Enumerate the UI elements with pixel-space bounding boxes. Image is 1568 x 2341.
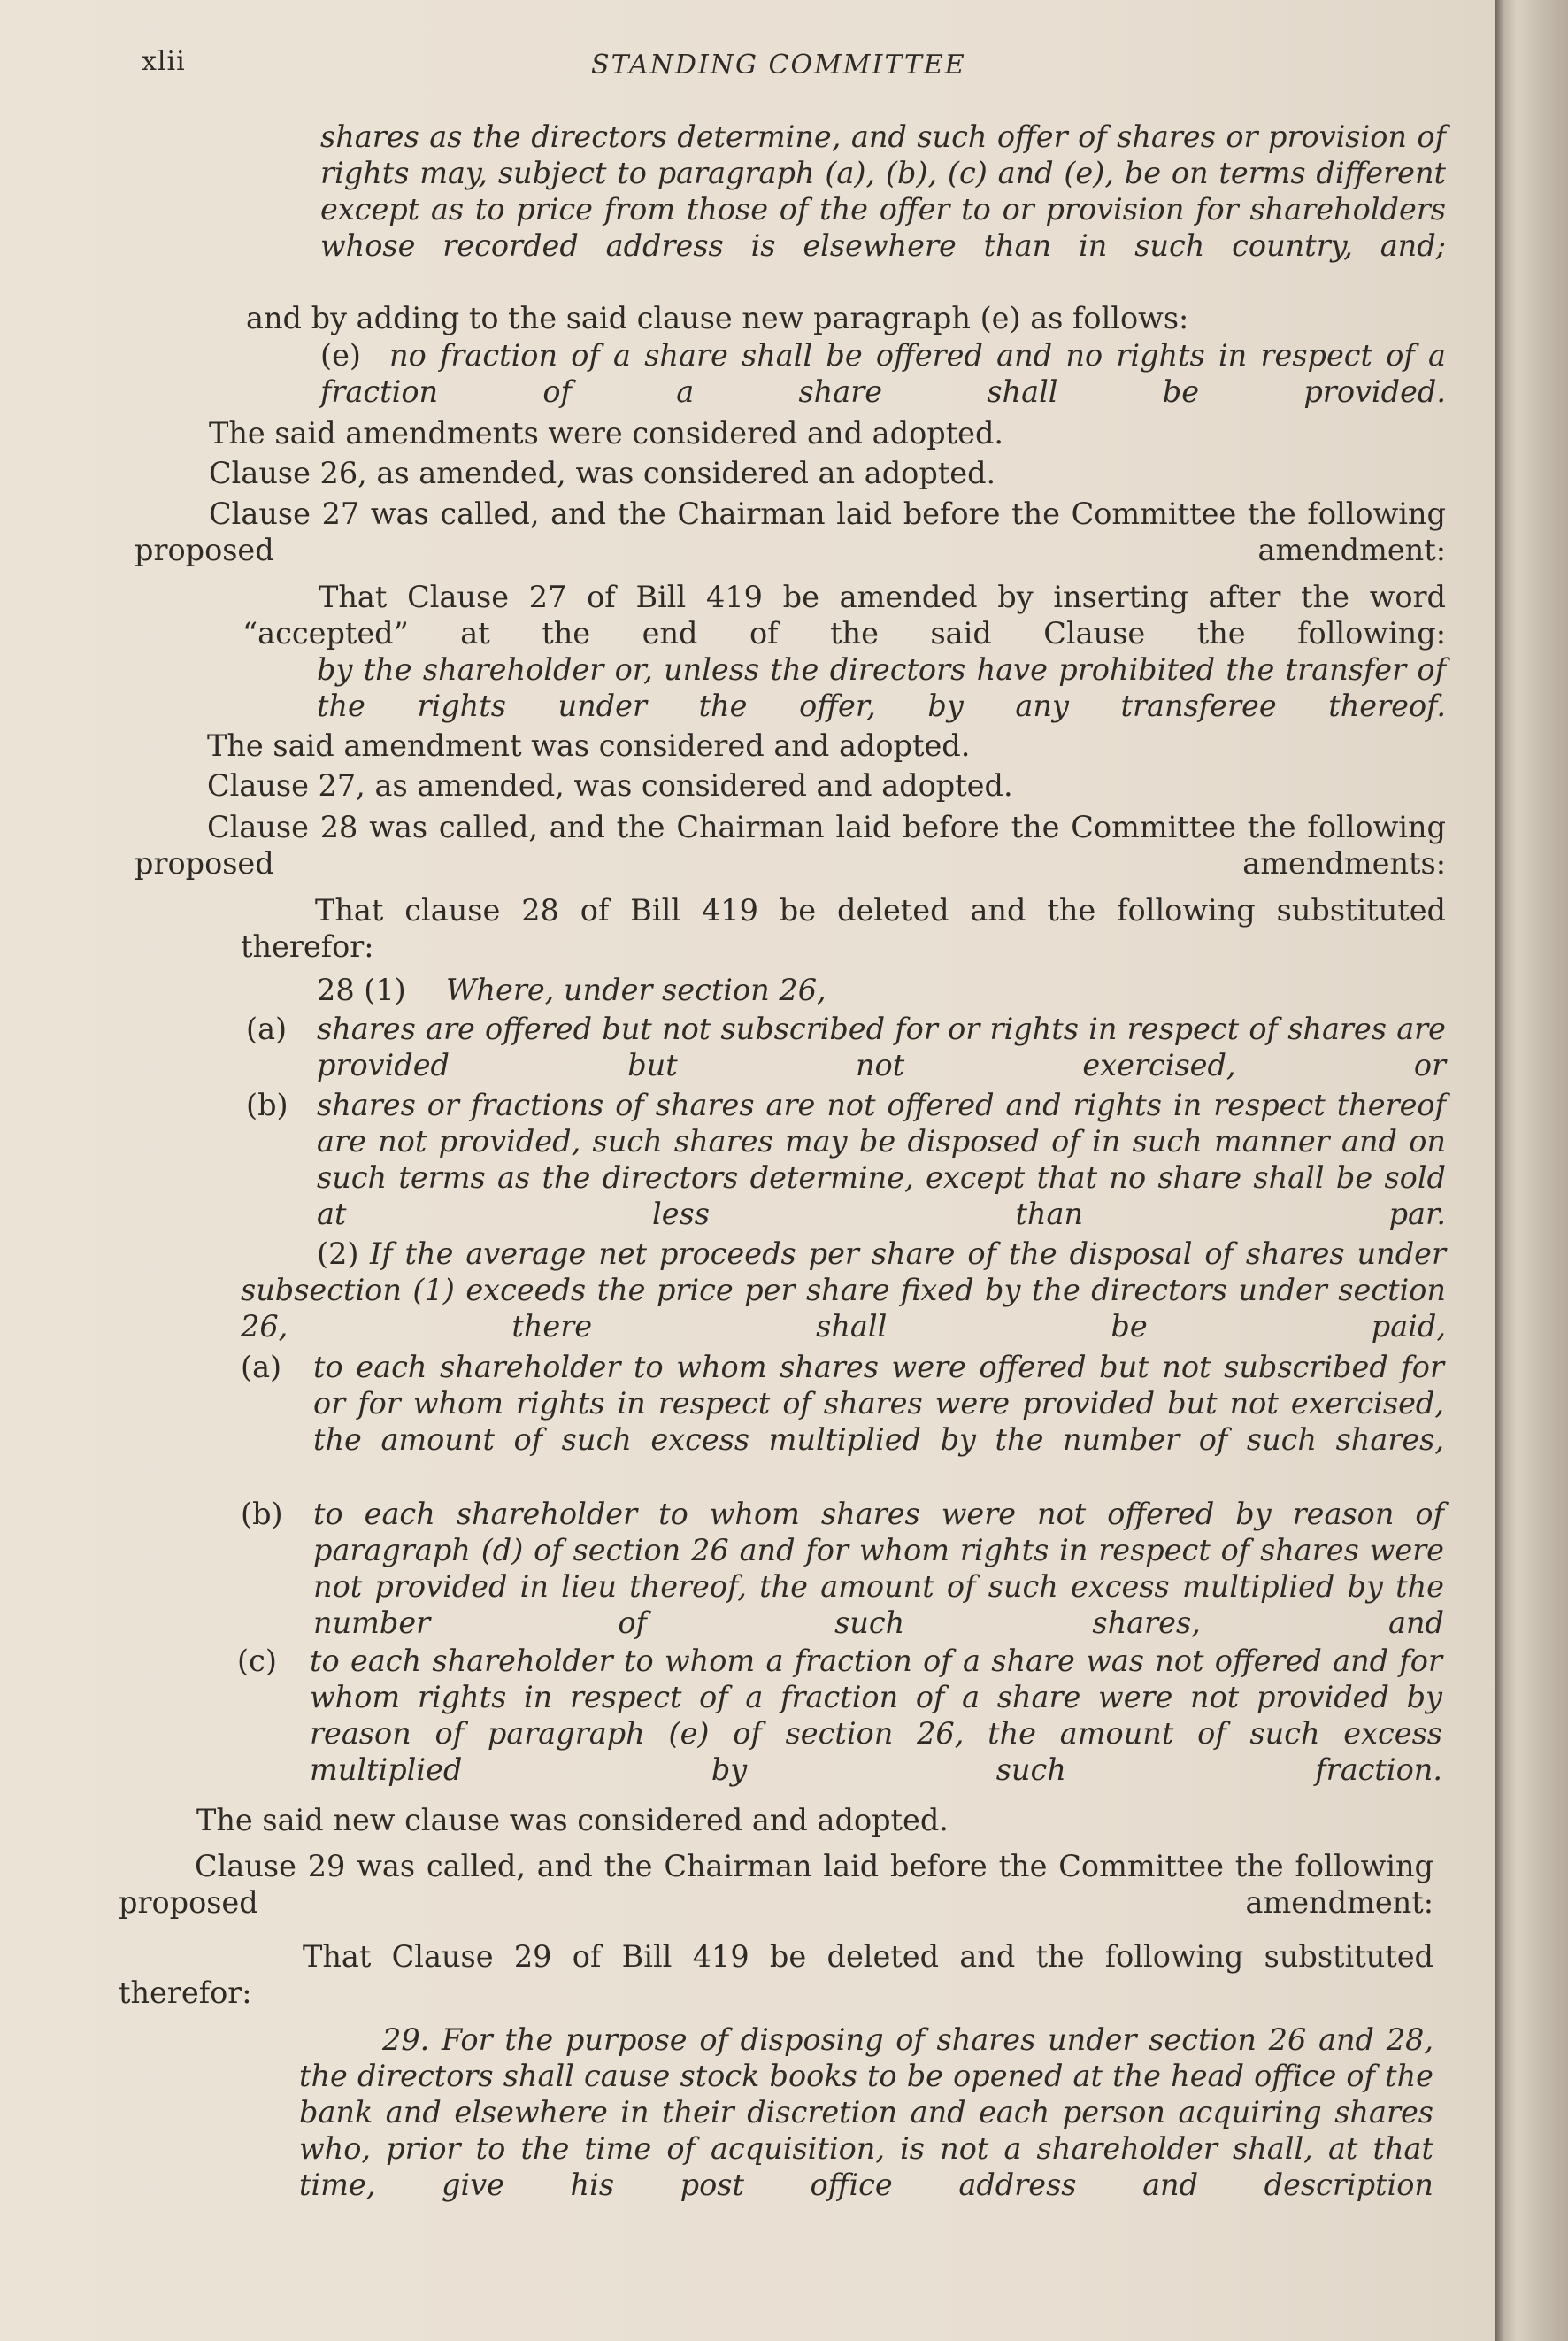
adding-paragraph-e: and by adding to the said clause new paragraph (e) as follows: — [246, 301, 1189, 335]
section-29-text: 29. For the purpose of disposing of shares under section 26 and 28, the directors shall cause stock books to be opened at the head office of the bank and elsewhere in their discretion and each person acquiring shares who, prior to the time of acquisition, is not a shareholder shall, at that time, give his post office address and description — [299, 2022, 1433, 2202]
section-28-1-b-label: (b) — [246, 1088, 288, 1122]
book-gutter — [1495, 0, 1568, 2341]
section-28-2-lead: If the average net proceeds per share of the disposal of shares under subsection (1) exceeds the price per share fixed by the directors under section 26, there shall be paid, — [241, 1236, 1446, 1344]
clause-29-called: Clause 29 was called, and the Chairman laid before the Committee the following proposed amendment: — [119, 1849, 1433, 1920]
section-28-1-b-text: shares or fractions of shares are not offered and rights in respect thereof are not provided, such shares may be disposed of in such manner and on such terms as the directors determine, except that no share shall be sold at less than par. — [317, 1088, 1446, 1231]
clause-28-motion: That clause 28 of Bill 419 be deleted and the following substituted therefor: — [241, 893, 1446, 964]
para-e-text: no fraction of a share shall be offered and no rights in respect of a fraction of a share shall be provided. — [320, 338, 1446, 409]
new-clause-adopted: The said new clause was considered and adopted. — [196, 1803, 949, 1837]
section-28-2-b-text: to each shareholder to whom shares were not offered by reason of paragraph (d) of section 26 and for whom rights in respect of shares were not provided in lieu thereof, the amount of such excess multiplied by the number of such shares, and — [313, 1497, 1444, 1640]
clause-29-motion: That Clause 29 of Bill 419 be deleted and the following substituted therefor: — [119, 1939, 1433, 2010]
continued-paragraph-d: shares as the directors determine, and such offer of shares or provision of rights may, subject to paragraph (a), (b), (c) and (e), be on terms different except as to price from those of the offer to or provision for shareholders whose recorded address is elsewhere than in such country, and; — [320, 119, 1446, 263]
section-28-2-c-label: (c) — [237, 1644, 277, 1678]
para-e-label: (e) — [320, 338, 361, 373]
section-28-1-lead: Where, under section 26, — [446, 973, 826, 1007]
section-28-2-c-text: to each shareholder to whom a fraction of a share was not offered and for whom rights in respect of a fraction of a share were not provided by reason of paragraph (e) of section 26, the amount of such excess multiplied by such fraction. — [310, 1644, 1442, 1787]
clause-27-insert: by the shareholder or, unless the directors have prohibited the transfer of the rights under the offer, by any transferee thereof. — [317, 652, 1446, 723]
clause-27-motion: That Clause 27 of Bill 419 be amended by inserting after the word “accepted” at the end of the said Clause the following: — [242, 580, 1446, 651]
clause-27-amendment-adopted: The said amendment was considered and adopted. — [207, 728, 971, 763]
section-28-1-a-text: shares are offered but not subscribed for or rights in respect of shares are provided but not exercised, or — [317, 1012, 1446, 1082]
clause-28-called: Clause 28 was called, and the Chairman laid before the Committee the following proposed amendments: — [135, 810, 1446, 881]
clause-26-adopted: Clause 26, as amended, was considered an adopted. — [209, 456, 996, 490]
section-28-1-number: 28 (1) — [317, 973, 406, 1007]
running-head: STANDING COMMITTEE — [591, 50, 966, 81]
clause-27-adopted: Clause 27, as amended, was considered and adopted. — [207, 768, 1013, 803]
clause-27-called: Clause 27 was called, and the Chairman laid before the Committee the following proposed amendment: — [135, 497, 1446, 567]
section-28-2-b-label: (b) — [241, 1497, 283, 1531]
section-28-2-number: (2) — [317, 1236, 359, 1271]
page-number: xlii — [142, 46, 186, 77]
section-28-2-a-label: (a) — [241, 1350, 282, 1384]
section-28-2-a-text: to each shareholder to whom shares were offered but not subscribed for or for whom rights in respect of shares were provided but not exercised, the amount of such excess multiplied by the number of such shares, — [313, 1350, 1444, 1457]
section-28-1-a-label: (a) — [246, 1012, 288, 1046]
amendments-adopted: The said amendments were considered and adopted. — [209, 416, 1004, 450]
